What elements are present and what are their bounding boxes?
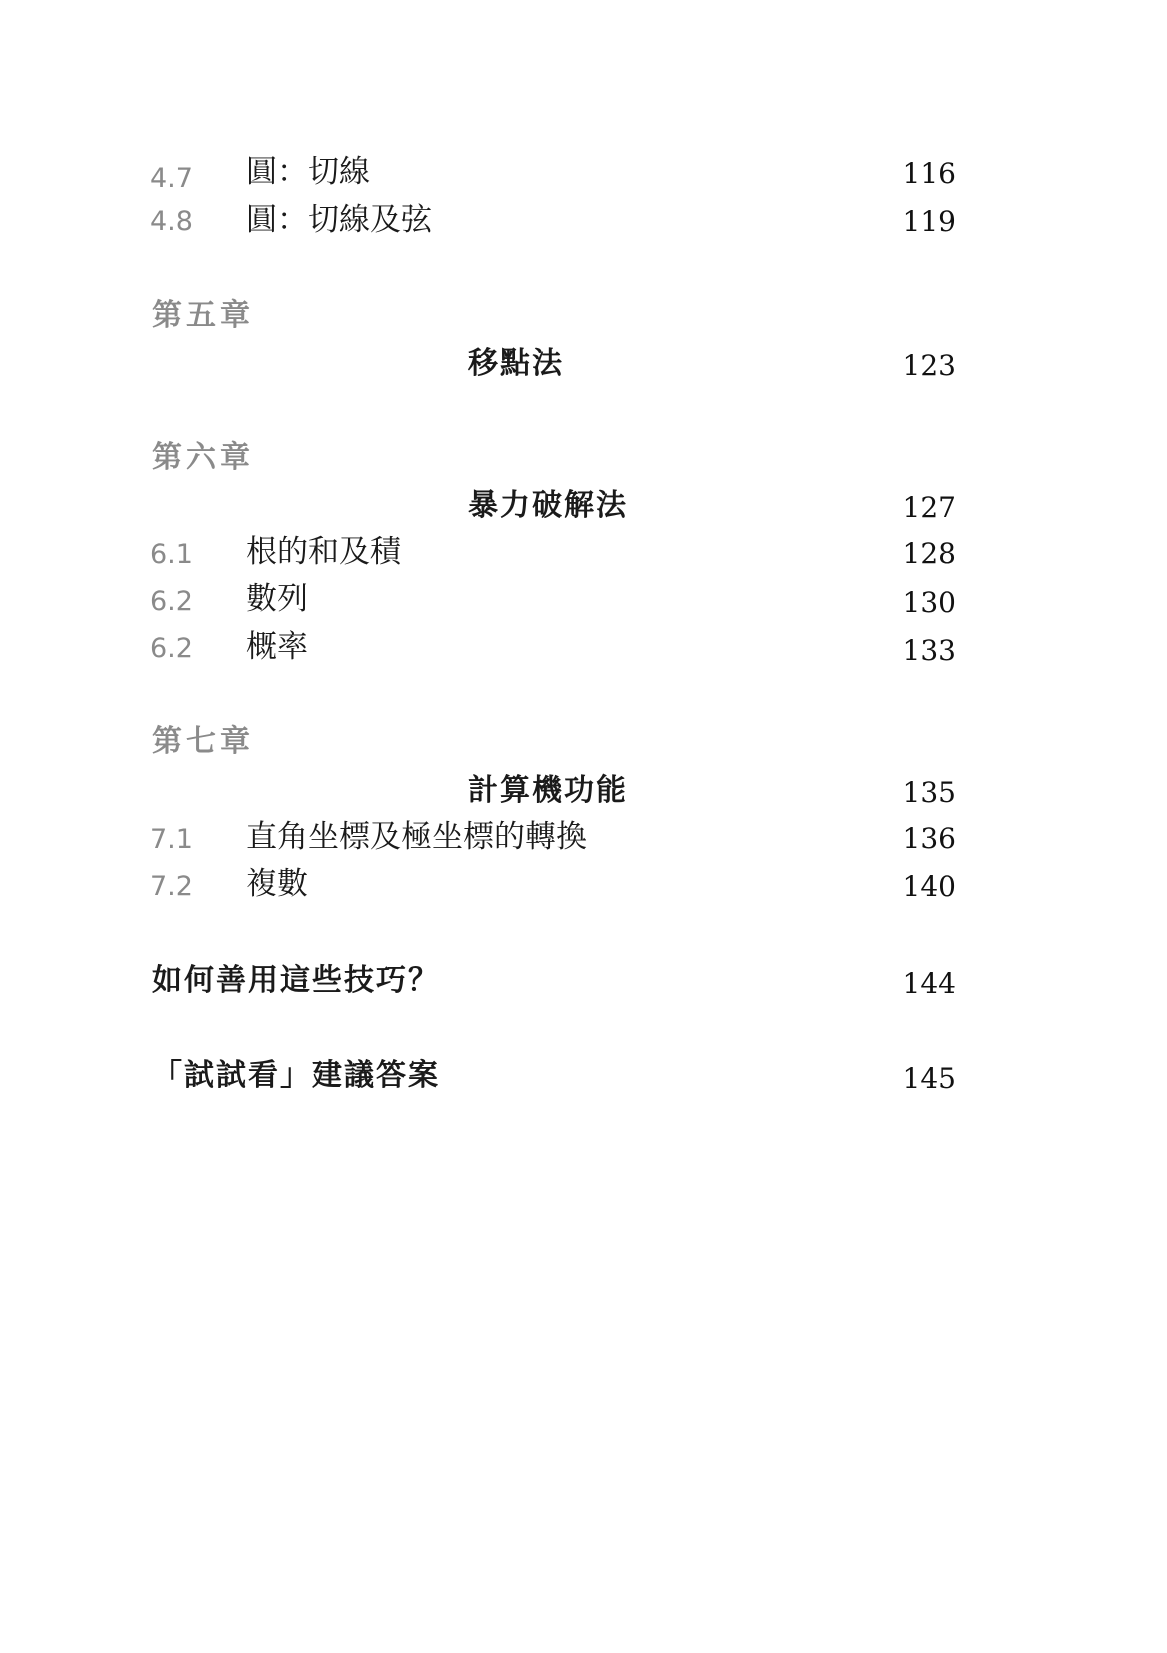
- page-number: 123: [902, 349, 956, 382]
- chapter-title: 計算機功能: [468, 773, 628, 808]
- section-title: 圓：切線: [246, 154, 370, 190]
- page-number: 140: [902, 870, 956, 903]
- chapter-title: 移點法: [468, 346, 564, 381]
- section-title: 圓：切線及弦: [246, 202, 432, 238]
- section-title: 複數: [246, 866, 308, 902]
- page-number: 136: [902, 822, 956, 855]
- page-number: 133: [902, 634, 956, 667]
- page-number: 130: [902, 586, 956, 619]
- section-number: 6.2: [150, 586, 193, 617]
- chapter-label: 第六章: [152, 440, 254, 475]
- section-number: 4.7: [150, 163, 193, 194]
- section-title: 數列: [246, 581, 308, 617]
- section-number: 7.1: [150, 824, 193, 855]
- chapter-title: 暴力破解法: [468, 488, 628, 523]
- section-number: 6.1: [150, 539, 193, 570]
- page-number: 128: [902, 537, 956, 570]
- chapter-label: 第七章: [152, 724, 254, 759]
- page-number: 119: [902, 205, 956, 238]
- chapter-label: 第五章: [152, 298, 254, 333]
- page-number: 145: [902, 1062, 956, 1095]
- page-number: 127: [902, 491, 956, 524]
- page-number: 144: [902, 967, 956, 1000]
- section-number: 7.2: [150, 871, 193, 902]
- page-number: 116: [902, 157, 956, 190]
- section-title: 直角坐標及極坐標的轉換: [246, 819, 587, 855]
- section-title: 「試試看」建議答案: [152, 1058, 440, 1093]
- section-title: 根的和及積: [246, 534, 401, 570]
- section-number: 4.8: [150, 206, 193, 237]
- section-title: 如何善用這些技巧？: [152, 963, 440, 998]
- page-number: 135: [902, 776, 956, 809]
- section-number: 6.2: [150, 633, 193, 664]
- section-title: 概率: [246, 629, 308, 665]
